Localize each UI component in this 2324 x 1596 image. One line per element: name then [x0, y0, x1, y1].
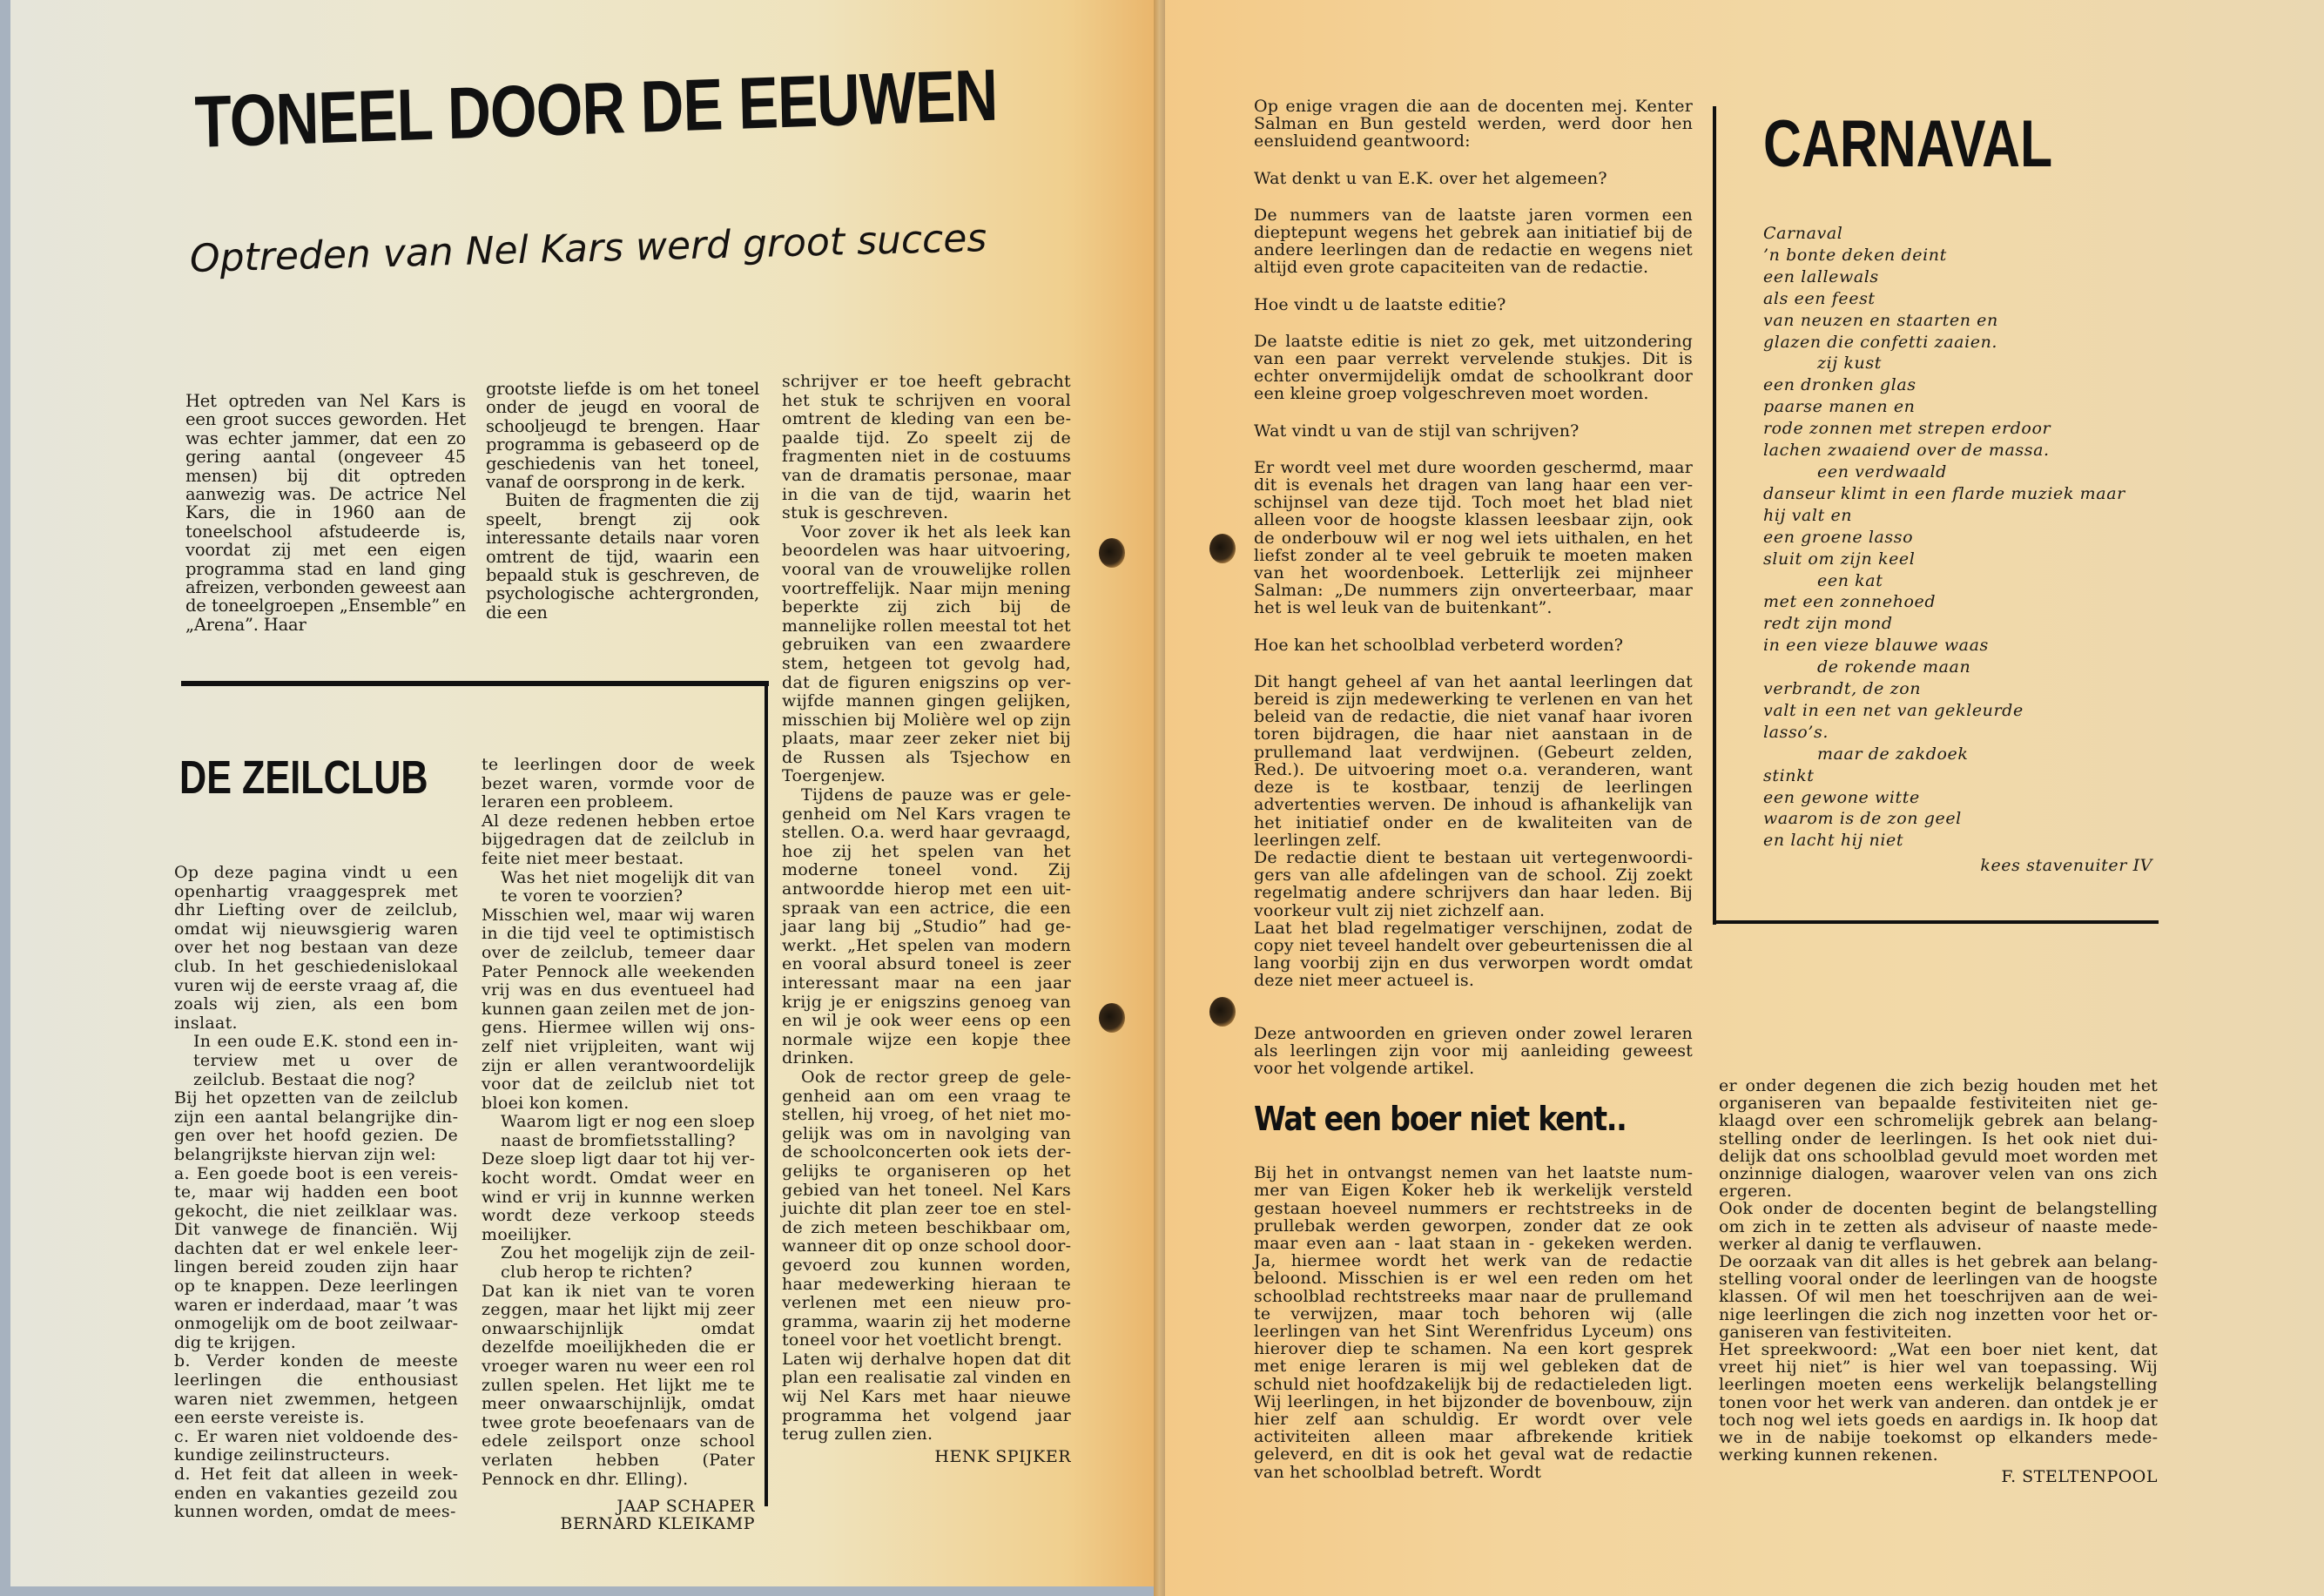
- text-paragraph: b. Verder konden de meeste leerlingen die enthousiast waren niet zwemmen, hetgeen een eerste vereiste is.: [174, 1351, 458, 1428]
- question-paragraph: Waarom ligt er nog een sloep naast de bromfietsstalling?: [501, 1112, 755, 1150]
- toneel-headline: TONEEL DOOR DE EEUWEN: [193, 53, 999, 164]
- poem-line: zij kust: [1817, 354, 1882, 374]
- poem-line: redt zijn mond: [1763, 614, 1893, 634]
- text-paragraph: De oorzaak van dit alles is het gebrek aan belangstelling vooral onder de leerlingen van de hoogste klassen. Of wil men het toeschrijven aan de weinige leerlingen die zich nog inzetten voor het organiseren van festiviteiten.: [1719, 1252, 2158, 1342]
- poem-line: ’n bonte deken deint: [1763, 245, 1947, 265]
- text-paragraph: De redactie dient te bestaan uit vertegenwoordigers van alle afdelingen van de school. Zij zoekt regelmatig andere schrijvers dan haar leden. Bij voorkeur vult zij niet zichzelf aan.: [1254, 847, 1693, 920]
- carnaval-headline: CARNAVAL: [1763, 107, 2053, 181]
- toneel-column-2: [486, 380, 759, 622]
- text-paragraph: grootste liefde is om het toneel onder de jeugd en vooral de schooljeugd te brengen. Haar programma is gebaseerd op de geschiedenis van het toneel, vanaf de oorsprong in de kerk.: [486, 379, 759, 493]
- poem-line: een gewone witte: [1763, 787, 1920, 807]
- poem-line: en lacht hij niet: [1763, 831, 1904, 851]
- text-paragraph: Buiten de fragmenten die zij speelt, brengt zij ook interessante details naar voren omtrent de tijd, waarin een bepaald stuk is geschreven, de psychologische achtergronden, die een: [486, 490, 759, 623]
- column-divider: [765, 681, 768, 1506]
- question-paragraph: Wat denkt u van E.K. over het algemeen?: [1254, 168, 1607, 188]
- poem-line: verbrandt, de zon: [1763, 679, 1922, 699]
- punch-hole: [1099, 1003, 1125, 1033]
- poem-author: kees stavenuiter IV: [1980, 856, 2152, 876]
- text-paragraph: Op deze pagina vindt u een openhartig vraaggesprek met dhr Liefting over de zeilclub, omdat wij nieuwsgierig waren over het nog bestaan van deze club. In het geschiedenislokaal vuren wij de eerste vraag af, die zoals wij zien, als een bom inslaat.: [174, 863, 458, 1033]
- poem-line: paarse manen en: [1763, 397, 1916, 417]
- text-paragraph: Er wordt veel met dure woorden geschermd, maar dit is evenals het dragen van lang haar een verschijnsel van deze tijd. Toch moet het blad niet alleen voor de hoogste klassen leesbaar zijn, ook de onderbouw wil er nog wel iets uithalen, en het liefst zonder al te veel gebruik te moeten maken van het woordenboek. Letterlijk zei mijnheer Salman: „De nummers zijn onverteerbaar, maar het is wel leuk van de buitenkant”.: [1254, 457, 1693, 618]
- text-paragraph: Het optreden van Nel Kars is een groot succes geworden. Het was echter jammer, dat een zo gering aantal (ongeveer 45 mensen) bij dit optreden aanwezig was. De actrice Nel Kars, die in 1960 aan de toneelschool afstudeerde is, voordat zij met een eigen programma stad en land ging afreizen, verbonden geweest aan de toneelgroepen „Ensemble” en „Arena”. Haar: [185, 391, 466, 635]
- text-paragraph: Tijdens de pauze was er gelegenheid om Nel Kars vragen te stellen. O.a. werd haar gevraagd, hoe zij het spelen van het moderne toneel vond. Zij antwoordde hierop met een uitspraak van een actrice, die een jaar lang bij „Studio” had gewerkt. „Het spelen van modern en vooral absurd toneel is zeer interessant maar na een jaar krijg je er enigszins genoeg van en wil je ook weer eens op een normale wijze een kopje thee drinken.: [782, 785, 1071, 1068]
- text-paragraph: Bij het opzetten van de zeilclub zijn een aantal belangrijke dingen over het hoofd gezien. De belangrijkste hiervan zijn wel:: [174, 1088, 458, 1164]
- toneel-subtitle: Optreden van Nel Kars werd groot succes: [189, 216, 987, 281]
- text-paragraph: c. Er waren niet voldoende deskundige zeilinstructeurs.: [174, 1426, 458, 1465]
- punch-hole: [1209, 997, 1236, 1027]
- boer-author: F. STELTENPOOL: [2001, 1467, 2158, 1487]
- poem-line: lasso’s.: [1763, 722, 1829, 742]
- boer-headline: Wat een boer niet kent..: [1254, 1100, 1627, 1139]
- poem-line: een groene lasso: [1763, 527, 1914, 547]
- zeilclub-authors: [482, 1498, 755, 1532]
- text-paragraph: Op enige vragen die aan de docenten mej. Kenter Salman en Bun gesteld werden, werd door hen eensluidend geantwoord:: [1254, 97, 1693, 152]
- poem-line: rode zonnen met strepen erdoor: [1763, 419, 2051, 439]
- punch-hole: [1209, 534, 1236, 563]
- text-paragraph: De laatste editie is niet zo gek, met uitzondering van een paar verrekt vervelende stukjes. Dit is echter onvermijdelijk omdat de schoolkrant door een kleine groep volgeschreven moet worden.: [1254, 331, 1693, 404]
- text-paragraph: Het spreekwoord: „Wat een boer niet kent, dat vreet hij niet” is hier wel van toepassing. Wij leerlingen moeten eens werkelijk belangstelling tonen voor het werk van anderen. dan ontdek je er toch nog wel iets goeds en aardigs in. Ik hoop dat we in de nabije toekomst op elkanders medewerking kunnen rekenen.: [1719, 1340, 2158, 1465]
- question-paragraph: Hoe vindt u de laatste editie?: [1254, 294, 1506, 314]
- text-paragraph: a. Een goede boot is een vereiste, maar wij hadden een boot gekocht, die niet zeilklaar was. Dit vanwege de financiën. Wij dachten dat er wel enkele leerlingen bereid zouden zijn haar op te knappen. Deze leerlingen waren er inderdaad, maar ’t was onmogelijk om de boot zeilwaardig te krijgen.: [174, 1163, 458, 1352]
- question-paragraph: Wat vindt u van de stijl van schrijven?: [1254, 421, 1580, 441]
- text-paragraph: Deze antwoorden en grieven onder zowel leraren als leerlingen zijn voor mij aanleiding geweest voor het volgende artikel.: [1254, 1023, 1693, 1078]
- poem-line: hij valt en: [1763, 505, 1853, 525]
- poem-box-left-rule: [1713, 106, 1716, 925]
- carnaval-poem: [1763, 223, 2152, 877]
- poem-line: valt in een net van gekleurde: [1763, 700, 2024, 720]
- poem-line: in een vieze blauwe waas: [1763, 636, 1989, 656]
- poem-line: danseur klimt in een flarde muziek maar: [1763, 483, 2125, 503]
- text-paragraph: Dat kan ik niet van te voren zeggen, maar het lijkt mij zeer onwaarschijnlijk omdat dezelfde moeilijkheden die er vroeger waren nu weer een rol zullen spelen. Het lijkt me te meer onwaarschijnlijk, omdat twee grote beoefenaars van de edele zeilsport onze school verlaten hebben (Pater Pennock en dhr. Elling).: [482, 1281, 755, 1489]
- poem-line: een lallewals: [1763, 266, 1879, 286]
- text-paragraph: Laat het blad regelmatiger verschijnen, zodat de copy niet teveel handelt over gebeurtenissen die al lang voorbij zijn en dus verworpen wordt omdat deze niet meer actueel is.: [1254, 918, 1693, 991]
- right-page-left-column: [1254, 98, 1693, 1481]
- poem-line: een kat: [1817, 570, 1883, 590]
- text-paragraph: Deze sloep ligt daar tot hij verkocht wordt. Omdat weer en wind er vrij in kunnne werken wordt deze verkoop steeds moeilijker.: [482, 1149, 755, 1244]
- interview-text: [1254, 98, 1693, 1077]
- question-paragraph: Hoe kan het schoolblad verbeterd worden?: [1254, 635, 1624, 655]
- poem-line: Carnaval: [1763, 224, 1843, 243]
- punch-hole: [1099, 538, 1125, 568]
- toneel-column-3: [782, 373, 1071, 1466]
- question-paragraph: Was het niet mogelijk dit van te voren te voorzien?: [501, 867, 755, 906]
- poem-line: glazen die confetti zaaien.: [1763, 332, 1998, 352]
- text-paragraph: Misschien wel, maar wij waren in die tijd veel te optimistisch over de zeilclub, temeer daar Pater Pennock alle weekenden vrij was en dus eventueel had kunnen gaan zeilen met de jongens. Hiermee willen wij onszelf niet vrijpleiten, want wij zijn er allen verantwoordelijk voor dat de zeilclub niet tot bloei kon komen.: [482, 905, 755, 1113]
- text-paragraph: Dit hangt geheel af van het aantal leerlingen dat bereid is zijn medewerking te verlenen en van het beleid van de redactie, die niet vanaf haar ivoren toren bijdragen, die haar niet aanstaan in de prullemand laat verdwijnen. (Gebeurt zelden, Red.). De uitvoering moet o.a. veranderen, want deze is te kostbaar, tenzij de leerlingen advertenties werven. De inhoud is afhankelijk van het initiatief onder en de kwaliteiten van de leerlingen zelf.: [1254, 671, 1693, 850]
- text-paragraph: De nummers van de laatste jaren vormen een dieptepunt wegens het gebrek aan initiatief bij de andere leerlingen dan de redactie en wegens niet altijd even grote capaciteiten van de redactie.: [1254, 205, 1693, 278]
- toneel-column-1: [185, 392, 466, 634]
- poem-line: stinkt: [1763, 765, 1815, 785]
- author-name: BERNARD KLEIKAMP: [560, 1514, 755, 1534]
- text-paragraph: Bij het in ontvangst nemen van het laatste nummer van Eigen Koker heb ik werkelijk versteld gestaan hoeveel nummers er rechtstreeks in de prullebak werden geworpen, zonder dat ze ook maar even aan - laat staan in - gekeken werden. Ja, hiermee wordt het werk van de redactie beloond. Misschien is er wel een reden om het schoolblad rechtstreeks maar naar de prullemand te verwijzen, maar toch behoren wij (alle leerlingen van het Sint Werenfridus Lyceum) ons hierover diep te schamen. Na een kort gesprek met enige leraren is mij wel gebleken dat de schuld niet hoofdzakelijk bij de redactieleden ligt. Wij leerlingen, in het bijzonder de bovenbouw, zijn hier zelf aan schuldig. Er wordt over vele activiteiten alleen maar afbrekende kritiek geleverd, en dit is ook het geval wat de redactie van het schoolblad betreft. Wordt: [1254, 1163, 1693, 1482]
- text-paragraph: d. Het feit dat alleen in weekenden en vakanties gezeild zou kunnen worden, omdat de mees-: [174, 1465, 458, 1522]
- text-paragraph: Ook onder de docenten begint de belangstelling om zich in te zetten als adviseur of naaste medewerker al danig te verflauwen.: [1719, 1199, 2158, 1254]
- poem-line: de rokende maan: [1817, 657, 1971, 677]
- text-paragraph: er onder degenen die zich bezig houden met het organiseren van bepaalde festiviteiten niet geklaagd over een schromelijk gebrek aan belangstelling onder de leerlingen. Is het ook niet duidelijk dat ons schoolblad gevuld moet worden met onzinnige dialogen, waarover velen van ons zich ergeren.: [1719, 1076, 2158, 1202]
- question-paragraph: Zou het mogelijk zijn de zeilclub herop te richten?: [501, 1243, 755, 1283]
- text-paragraph: Ook de rector greep de gelegenheid aan om een vraag te stellen, hij vroeg, of het niet mogelijk was om in navolging van de schoolconcerten ook iets dergelijks te organiseren op het gebied van het toneel. Nel Kars juichte dit plan zeer toe en stelde zich meteen beschikbaar om, wanneer dit op onze school doorgevoerd zou kunnen worden, haar medewerking hieraan te verlenen met een nieuw programma, waarin zij het moderne toneel voor het voetlicht brengt.: [782, 1067, 1071, 1350]
- poem-line: van neuzen en staarten en: [1763, 310, 1998, 330]
- text-paragraph: te leerlingen door de week bezet waren, vormde voor de leraren een probleem.: [482, 755, 755, 812]
- zeilclub-headline: DE ZEILCLUB: [179, 751, 428, 804]
- section-divider: [181, 681, 769, 686]
- toneel-author: HENK SPIJKER: [934, 1446, 1071, 1466]
- poem-box-bottom-rule: [1713, 920, 2159, 924]
- poem-line: als een feest: [1763, 288, 1876, 308]
- zeilclub-column-1: [174, 864, 458, 1522]
- poem-line: maar de zakdoek: [1817, 744, 1969, 764]
- author-name: JAAP SCHAPER: [616, 1497, 755, 1517]
- text-paragraph: Voor zover ik het als leek kan beoordelen was haar uitvoering, vooral van de vrouwelijke rollen voortreffelijk. Naar mijn mening beperkte zij zich bij de mannelijke rollen meestal tot het gebruiken van een zwaardere stem, hetgeen tot gevolg had, dat de figuren enigszins op verwijfde mannen gingen gelijken, misschien bij Molière wel op zijn plaats, maar zeer zeker niet bij de Russen als Tsjechow en Toergenjew.: [782, 522, 1071, 786]
- question-paragraph: In een oude E.K. stond een interview met u over de zeilclub. Bestaat die nog?: [193, 1032, 458, 1089]
- spine-gutter: [1154, 0, 1165, 1596]
- poem-line: een dronken glas: [1763, 375, 1916, 395]
- text-paragraph: schrijver er toe heeft gebracht het stuk te schrijven en vooral omtrent de kleding van een bepaalde tijd. Zo speelt zij de fragmenten niet in de costuums van de dramatis personae, maar in die van de tijd, waarin het stuk is geschreven.: [782, 372, 1071, 523]
- zeilclub-column-2: [482, 756, 755, 1532]
- poem-line: met een zonnehoed: [1763, 592, 1937, 612]
- poem-line: waarom is de zon geel: [1763, 809, 1962, 829]
- text-paragraph: Laten wij derhalve hopen dat dit plan een realisatie zal vinden en wij Nel Kars met haar nieuwe programma het volgend jaar terug zullen zien.: [782, 1349, 1071, 1444]
- poem-line: lachen zwaaiend over de massa.: [1763, 441, 2050, 461]
- boer-column-1: [1254, 1164, 1693, 1481]
- poem-line: sluit om zijn keel: [1763, 549, 1916, 569]
- poem-line: een verdwaald: [1817, 461, 1947, 481]
- boer-column-2: [1719, 1077, 2158, 1486]
- text-paragraph: Al deze redenen hebben ertoe bijgedragen dat de zeilclub in feite niet meer bestaat.: [482, 811, 755, 868]
